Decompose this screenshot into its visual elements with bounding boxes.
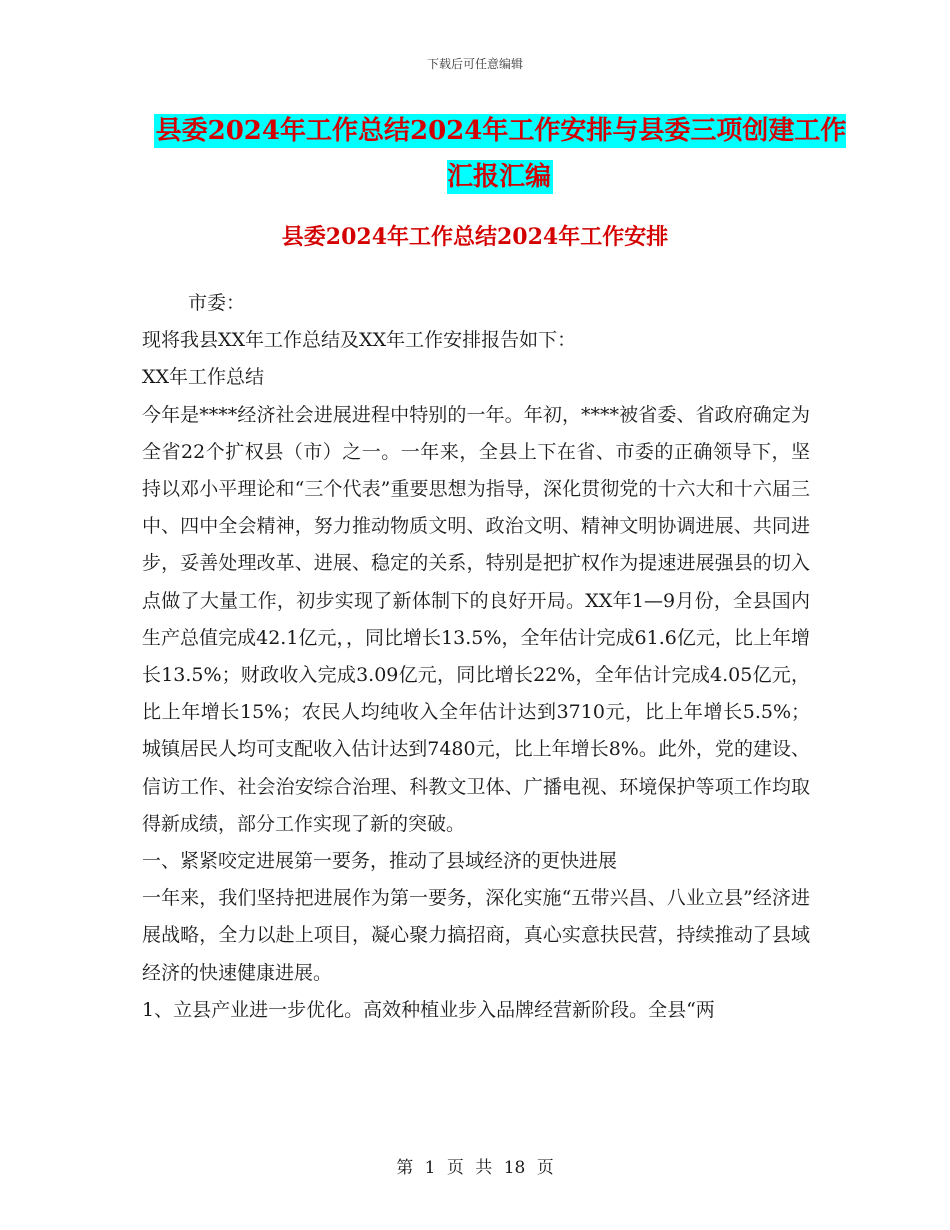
paragraph-heading-one: 一、紧紧咬定进展第一要务，推动了县域经济的更快进展 xyxy=(142,850,618,873)
paragraph-intro: 现将我县XX年工作总结及XX年工作安排报告如下： xyxy=(142,329,577,352)
page-number: 第 1 页 共 18 页 xyxy=(396,1158,554,1178)
paragraph-salutation: 市委： xyxy=(188,292,246,314)
paragraph-section-heading: XX年工作总结 xyxy=(142,366,265,389)
paragraph-summary: 今年是****经济社会进展进程中特别的一年。年初，****被省委、省政府确定为全省22个扩权县（市）之一。一年来，全县上下在省、市委的正确领导下，坚持以邓小平理论和“三个代表”重要思想为指导，深化贯彻党的十六大和十六届三中、四中全会精神，努力推动物质文明、政治文明、精神文明协调进展、共同进步，妥善处理改革、进展、稳定的关系，特别是把扩权作为提速进展强县的切入点做了大量工作，初步实现了新体制下的良好开局。XX年1—9月份，全县国内生产总值完成42.1亿元，，同比增长13.5%，全年估计完成61.6亿元，比上年增长13.5%；财政收入完成3.09亿元，同比增长22%，全年估计完成4.05亿元，比上年增长15%；农民人均纯收入全年估计达到3710元，比上年增长5.5%；城镇居民人均可支配收入估计达到7480元，比上年增长8%。此外，党的建设、信访工作、社会治安综合治理、科教文卫体、广播电视、环境保护等项工作均取得新成绩，部分工作实现了新的突破。 xyxy=(142,403,810,835)
document-title xyxy=(150,108,850,200)
document-body xyxy=(142,285,810,1029)
document-title-text: 县委2024年工作总结2024年工作安排与县委三项创建工作汇报汇编 xyxy=(155,116,847,192)
header-note: 下载后可任意编辑 xyxy=(426,57,523,71)
paragraph-development: 一年来，我们坚持把进展作为第一要务，深化实施“五带兴昌、八业立县”经济进展战略，全力以赴上项目，凝心聚力搞招商，真心实意扶民营，持续推动了县域经济的快速健康进展。 xyxy=(142,887,810,984)
document-subtitle: 县委2024年工作总结2024年工作安排 xyxy=(281,224,669,250)
paragraph-industry: 1、立县产业进一步优化。高效种植业步入品牌经营新阶段。全县“两 xyxy=(142,998,715,1021)
